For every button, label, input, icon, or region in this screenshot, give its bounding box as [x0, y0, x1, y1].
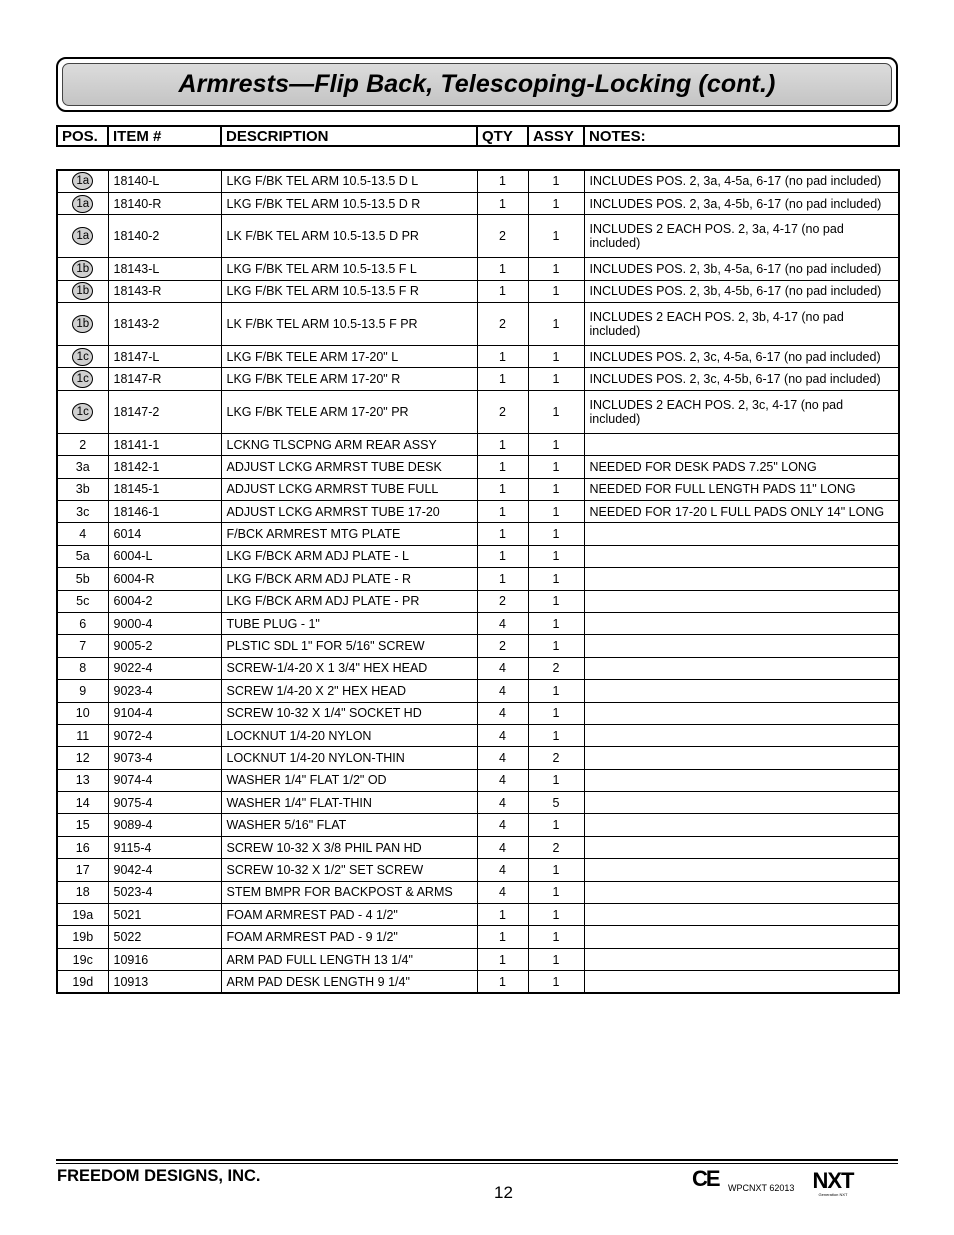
cell-notes: INCLUDES POS. 2, 3b, 4-5a, 6-17 (no pad included) — [584, 258, 899, 280]
cell-description: LKG F/BCK ARM ADJ PLATE - PR — [221, 590, 477, 612]
cell-item: 18146-1 — [108, 501, 221, 523]
circled-pos-label: 1c — [72, 348, 93, 366]
cell-description: LKG F/BCK ARM ADJ PLATE - R — [221, 568, 477, 590]
cell-notes — [584, 680, 899, 702]
cell-notes — [584, 724, 899, 746]
nxt-logo-text: NXT — [812, 1168, 854, 1193]
circled-pos-label: 1b — [72, 315, 93, 333]
cell-assy: 1 — [528, 346, 584, 368]
cell-notes: INCLUDES 2 EACH POS. 2, 3c, 4-17 (no pad included) — [584, 390, 899, 433]
cell-pos: 4 — [57, 523, 108, 545]
cell-item: 18147-L — [108, 346, 221, 368]
cell-pos — [57, 368, 108, 390]
table-row — [57, 433, 899, 455]
cell-pos: 8 — [57, 657, 108, 679]
table-row — [57, 215, 899, 258]
cell-description: SCREW-1/4-20 X 1 3/4" HEX HEAD — [221, 657, 477, 679]
cell-assy: 1 — [528, 904, 584, 926]
cell-qty: 4 — [477, 769, 528, 791]
cell-qty: 4 — [477, 724, 528, 746]
circled-pos-label: 1b — [72, 260, 93, 278]
cell-qty: 2 — [477, 390, 528, 433]
cell-pos — [57, 258, 108, 280]
cell-qty: 1 — [477, 192, 528, 214]
cell-assy: 1 — [528, 390, 584, 433]
cell-notes: INCLUDES POS. 2, 3a, 4-5b, 6-17 (no pad included) — [584, 192, 899, 214]
cell-item: 18140-L — [108, 170, 221, 192]
cell-item: 18142-1 — [108, 456, 221, 478]
cell-pos — [57, 390, 108, 433]
table-row — [57, 390, 899, 433]
cell-description: LOCKNUT 1/4-20 NYLON — [221, 724, 477, 746]
cell-description: ARM PAD FULL LENGTH 13 1/4" — [221, 948, 477, 970]
cell-description: LKG F/BK TEL ARM 10.5-13.5 F L — [221, 258, 477, 280]
cell-item: 9074-4 — [108, 769, 221, 791]
cell-assy: 1 — [528, 769, 584, 791]
cell-assy: 1 — [528, 478, 584, 500]
cell-notes — [584, 612, 899, 634]
column-header-row — [57, 126, 899, 146]
table-row — [57, 635, 899, 657]
cell-notes: INCLUDES 2 EACH POS. 2, 3a, 4-17 (no pad included) — [584, 215, 899, 258]
cell-description: SCREW 1/4-20 X 2" HEX HEAD — [221, 680, 477, 702]
cell-description: ADJUST LCKG ARMRST TUBE DESK — [221, 456, 477, 478]
table-row — [57, 724, 899, 746]
cell-qty: 1 — [477, 568, 528, 590]
ce-mark-icon: CE — [692, 1166, 719, 1191]
cell-description: WASHER 1/4" FLAT-THIN — [221, 792, 477, 814]
cell-description: ARM PAD DESK LENGTH 9 1/4" — [221, 971, 477, 993]
cell-description: TUBE PLUG - 1" — [221, 612, 477, 634]
cell-pos: 12 — [57, 747, 108, 769]
cell-description: ADJUST LCKG ARMRST TUBE 17-20 — [221, 501, 477, 523]
cell-qty: 1 — [477, 433, 528, 455]
cell-pos: 10 — [57, 702, 108, 724]
header-item: ITEM # — [108, 126, 221, 146]
cell-qty: 1 — [477, 478, 528, 500]
page-title: Armrests—Flip Back, Telescoping-Locking (cont.) — [178, 70, 776, 98]
cell-item: 18147-R — [108, 368, 221, 390]
cell-item: 18140-2 — [108, 215, 221, 258]
cell-pos: 15 — [57, 814, 108, 836]
cell-assy: 1 — [528, 215, 584, 258]
cell-pos: 5a — [57, 545, 108, 567]
cell-item: 5023-4 — [108, 881, 221, 903]
table-row — [57, 859, 899, 881]
parts-table — [56, 169, 900, 994]
cell-notes — [584, 859, 899, 881]
cell-item: 5021 — [108, 904, 221, 926]
cell-item: 9023-4 — [108, 680, 221, 702]
cell-qty: 2 — [477, 635, 528, 657]
table-row — [57, 568, 899, 590]
cell-notes — [584, 747, 899, 769]
cell-qty: 4 — [477, 814, 528, 836]
cell-qty: 1 — [477, 456, 528, 478]
cell-description: FOAM ARMREST PAD - 9 1/2" — [221, 926, 477, 948]
parts-table-body — [57, 170, 899, 993]
cell-qty: 1 — [477, 346, 528, 368]
cell-item: 6004-R — [108, 568, 221, 590]
cell-assy: 1 — [528, 433, 584, 455]
cell-description: ADJUST LCKG ARMRST TUBE FULL — [221, 478, 477, 500]
cell-qty: 4 — [477, 680, 528, 702]
cell-notes: NEEDED FOR FULL LENGTH PADS 11" LONG — [584, 478, 899, 500]
cell-notes — [584, 904, 899, 926]
cell-item: 9115-4 — [108, 836, 221, 858]
cell-description: LCKNG TLSCPNG ARM REAR ASSY — [221, 433, 477, 455]
title-banner-inner — [62, 63, 892, 106]
cell-item: 18143-R — [108, 280, 221, 302]
cell-qty: 1 — [477, 926, 528, 948]
cell-description: LKG F/BK TEL ARM 10.5-13.5 D L — [221, 170, 477, 192]
cell-notes — [584, 926, 899, 948]
cell-pos: 19b — [57, 926, 108, 948]
cell-pos: 3b — [57, 478, 108, 500]
cell-notes — [584, 545, 899, 567]
cell-pos — [57, 170, 108, 192]
cell-assy: 1 — [528, 501, 584, 523]
cell-item: 18143-L — [108, 258, 221, 280]
footer-rule — [56, 1159, 898, 1161]
cell-qty: 2 — [477, 590, 528, 612]
cell-item: 9000-4 — [108, 612, 221, 634]
cell-description: SCREW 10-32 X 1/4" SOCKET HD — [221, 702, 477, 724]
cell-item: 18143-2 — [108, 303, 221, 346]
cell-pos: 6 — [57, 612, 108, 634]
table-row — [57, 881, 899, 903]
table-row — [57, 769, 899, 791]
cell-notes — [584, 702, 899, 724]
cell-assy: 1 — [528, 724, 584, 746]
cell-pos: 19d — [57, 971, 108, 993]
cell-assy: 1 — [528, 590, 584, 612]
cell-description: LKG F/BK TELE ARM 17-20" R — [221, 368, 477, 390]
cell-pos — [57, 303, 108, 346]
cell-assy: 1 — [528, 170, 584, 192]
table-row — [57, 590, 899, 612]
cell-assy: 1 — [528, 545, 584, 567]
cell-qty: 1 — [477, 258, 528, 280]
cell-pos — [57, 280, 108, 302]
cell-assy: 1 — [528, 926, 584, 948]
cell-item: 9073-4 — [108, 747, 221, 769]
cell-qty: 1 — [477, 948, 528, 970]
cell-item: 10916 — [108, 948, 221, 970]
cell-pos: 16 — [57, 836, 108, 858]
table-row — [57, 280, 899, 302]
cell-assy: 1 — [528, 456, 584, 478]
header-description: DESCRIPTION — [221, 126, 477, 146]
circled-pos-label: 1a — [72, 227, 93, 245]
cell-notes: INCLUDES POS. 2, 3a, 4-5a, 6-17 (no pad included) — [584, 170, 899, 192]
cell-pos: 2 — [57, 433, 108, 455]
cell-pos — [57, 192, 108, 214]
cell-description: F/BCK ARMREST MTG PLATE — [221, 523, 477, 545]
cell-assy: 1 — [528, 368, 584, 390]
cell-item: 9005-2 — [108, 635, 221, 657]
cell-description: LKG F/BK TEL ARM 10.5-13.5 F R — [221, 280, 477, 302]
cell-item: 6004-2 — [108, 590, 221, 612]
cell-qty: 1 — [477, 523, 528, 545]
cell-notes — [584, 769, 899, 791]
table-row — [57, 836, 899, 858]
cell-pos: 3a — [57, 456, 108, 478]
cell-description: WASHER 5/16" FLAT — [221, 814, 477, 836]
cell-pos: 13 — [57, 769, 108, 791]
cell-qty: 1 — [477, 280, 528, 302]
cell-qty: 4 — [477, 859, 528, 881]
cell-notes — [584, 836, 899, 858]
table-row — [57, 612, 899, 634]
cell-pos — [57, 346, 108, 368]
cell-description: FOAM ARMREST PAD - 4 1/2" — [221, 904, 477, 926]
document-number: WPCNXT 62013 — [728, 1183, 795, 1193]
cell-qty: 2 — [477, 215, 528, 258]
cell-assy: 1 — [528, 971, 584, 993]
company-name: FREEDOM DESIGNS, INC. — [57, 1167, 261, 1185]
circled-pos-label: 1c — [72, 403, 93, 421]
footer-rule-thin — [56, 1163, 898, 1164]
cell-assy: 1 — [528, 859, 584, 881]
header-pos: POS. — [57, 126, 108, 146]
cell-item: 18140-R — [108, 192, 221, 214]
cell-notes: INCLUDES POS. 2, 3c, 4-5a, 6-17 (no pad included) — [584, 346, 899, 368]
table-row — [57, 971, 899, 993]
table-row — [57, 478, 899, 500]
cell-description: SCREW 10-32 X 3/8 PHIL PAN HD — [221, 836, 477, 858]
cell-notes — [584, 433, 899, 455]
table-row — [57, 814, 899, 836]
table-row — [57, 258, 899, 280]
cell-notes — [584, 814, 899, 836]
cell-notes — [584, 971, 899, 993]
cell-description: LK F/BK TEL ARM 10.5-13.5 D PR — [221, 215, 477, 258]
cell-assy: 2 — [528, 747, 584, 769]
cell-assy: 5 — [528, 792, 584, 814]
table-row — [57, 904, 899, 926]
cell-description: LKG F/BK TELE ARM 17-20" PR — [221, 390, 477, 433]
cell-notes: INCLUDES 2 EACH POS. 2, 3b, 4-17 (no pad included) — [584, 303, 899, 346]
cell-assy: 1 — [528, 523, 584, 545]
cell-pos — [57, 215, 108, 258]
cell-notes — [584, 657, 899, 679]
cell-notes — [584, 590, 899, 612]
cell-assy: 1 — [528, 280, 584, 302]
table-row — [57, 456, 899, 478]
cell-notes — [584, 568, 899, 590]
cell-pos: 18 — [57, 881, 108, 903]
title-banner — [56, 57, 898, 112]
cell-assy: 1 — [528, 635, 584, 657]
cell-qty: 4 — [477, 702, 528, 724]
table-row — [57, 523, 899, 545]
cell-description: SCREW 10-32 X 1/2" SET SCREW — [221, 859, 477, 881]
cell-pos: 17 — [57, 859, 108, 881]
table-row — [57, 926, 899, 948]
column-header-table — [56, 125, 900, 147]
cell-notes — [584, 635, 899, 657]
page-number: 12 — [494, 1183, 513, 1202]
circled-pos-label: 1a — [72, 195, 93, 213]
cell-description: STEM BMPR FOR BACKPOST & ARMS — [221, 881, 477, 903]
cell-description: LKG F/BK TELE ARM 17-20" L — [221, 346, 477, 368]
cell-assy: 1 — [528, 814, 584, 836]
cell-qty: 4 — [477, 836, 528, 858]
cell-qty: 4 — [477, 747, 528, 769]
table-row — [57, 545, 899, 567]
cell-assy: 1 — [528, 303, 584, 346]
cell-assy: 1 — [528, 881, 584, 903]
cell-pos: 3c — [57, 501, 108, 523]
cell-item: 9072-4 — [108, 724, 221, 746]
cell-qty: 4 — [477, 881, 528, 903]
cell-notes: NEEDED FOR 17-20 L FULL PADS ONLY 14" LONG — [584, 501, 899, 523]
cell-description: PLSTIC SDL 1" FOR 5/16" SCREW — [221, 635, 477, 657]
header-qty: QTY — [477, 126, 528, 146]
cell-item: 5022 — [108, 926, 221, 948]
cell-notes — [584, 792, 899, 814]
table-row — [57, 346, 899, 368]
cell-description: WASHER 1/4" FLAT 1/2" OD — [221, 769, 477, 791]
cell-pos: 19a — [57, 904, 108, 926]
cell-pos: 11 — [57, 724, 108, 746]
cell-description: LK F/BK TEL ARM 10.5-13.5 F PR — [221, 303, 477, 346]
cell-qty: 1 — [477, 170, 528, 192]
cell-item: 18141-1 — [108, 433, 221, 455]
cell-pos: 7 — [57, 635, 108, 657]
cell-assy: 1 — [528, 680, 584, 702]
table-row — [57, 747, 899, 769]
cell-notes: INCLUDES POS. 2, 3c, 4-5b, 6-17 (no pad included) — [584, 368, 899, 390]
cell-item: 9104-4 — [108, 702, 221, 724]
cell-item: 6004-L — [108, 545, 221, 567]
cell-qty: 4 — [477, 792, 528, 814]
cell-assy: 1 — [528, 258, 584, 280]
cell-assy: 1 — [528, 568, 584, 590]
cell-notes — [584, 881, 899, 903]
cell-item: 10913 — [108, 971, 221, 993]
cell-item: 9042-4 — [108, 859, 221, 881]
cell-pos: 19c — [57, 948, 108, 970]
cell-assy: 1 — [528, 192, 584, 214]
table-row — [57, 792, 899, 814]
cell-assy: 2 — [528, 836, 584, 858]
circled-pos-label: 1c — [72, 370, 93, 388]
nxt-logo — [809, 1170, 857, 1202]
header-notes: NOTES: — [584, 126, 899, 146]
cell-qty: 1 — [477, 545, 528, 567]
cell-qty: 1 — [477, 501, 528, 523]
cell-assy: 1 — [528, 612, 584, 634]
cell-notes: INCLUDES POS. 2, 3b, 4-5b, 6-17 (no pad included) — [584, 280, 899, 302]
table-row — [57, 948, 899, 970]
circled-pos-label: 1a — [72, 172, 93, 190]
cell-description: LKG F/BCK ARM ADJ PLATE - L — [221, 545, 477, 567]
table-row — [57, 680, 899, 702]
table-row — [57, 657, 899, 679]
cell-qty: 1 — [477, 368, 528, 390]
cell-notes: NEEDED FOR DESK PADS 7.25" LONG — [584, 456, 899, 478]
cell-item: 9022-4 — [108, 657, 221, 679]
table-row — [57, 170, 899, 192]
cell-assy: 2 — [528, 657, 584, 679]
cell-qty: 4 — [477, 657, 528, 679]
cell-pos: 5b — [57, 568, 108, 590]
cell-item: 9075-4 — [108, 792, 221, 814]
cell-assy: 1 — [528, 702, 584, 724]
cell-item: 6014 — [108, 523, 221, 545]
cell-pos: 14 — [57, 792, 108, 814]
cell-pos: 9 — [57, 680, 108, 702]
cell-pos: 5c — [57, 590, 108, 612]
cell-qty: 1 — [477, 904, 528, 926]
cell-qty: 2 — [477, 303, 528, 346]
table-row — [57, 303, 899, 346]
cell-notes — [584, 523, 899, 545]
cell-qty: 4 — [477, 612, 528, 634]
table-row — [57, 702, 899, 724]
circled-pos-label: 1b — [72, 282, 93, 300]
nxt-logo-tagline: Generation NXT — [818, 1192, 848, 1197]
cell-qty: 1 — [477, 971, 528, 993]
table-row — [57, 368, 899, 390]
cell-description: LOCKNUT 1/4-20 NYLON-THIN — [221, 747, 477, 769]
table-row — [57, 501, 899, 523]
cell-item: 18145-1 — [108, 478, 221, 500]
header-assy: ASSY — [528, 126, 584, 146]
cell-description: LKG F/BK TEL ARM 10.5-13.5 D R — [221, 192, 477, 214]
cell-item: 9089-4 — [108, 814, 221, 836]
cell-notes — [584, 948, 899, 970]
table-row — [57, 192, 899, 214]
cell-assy: 1 — [528, 948, 584, 970]
cell-item: 18147-2 — [108, 390, 221, 433]
